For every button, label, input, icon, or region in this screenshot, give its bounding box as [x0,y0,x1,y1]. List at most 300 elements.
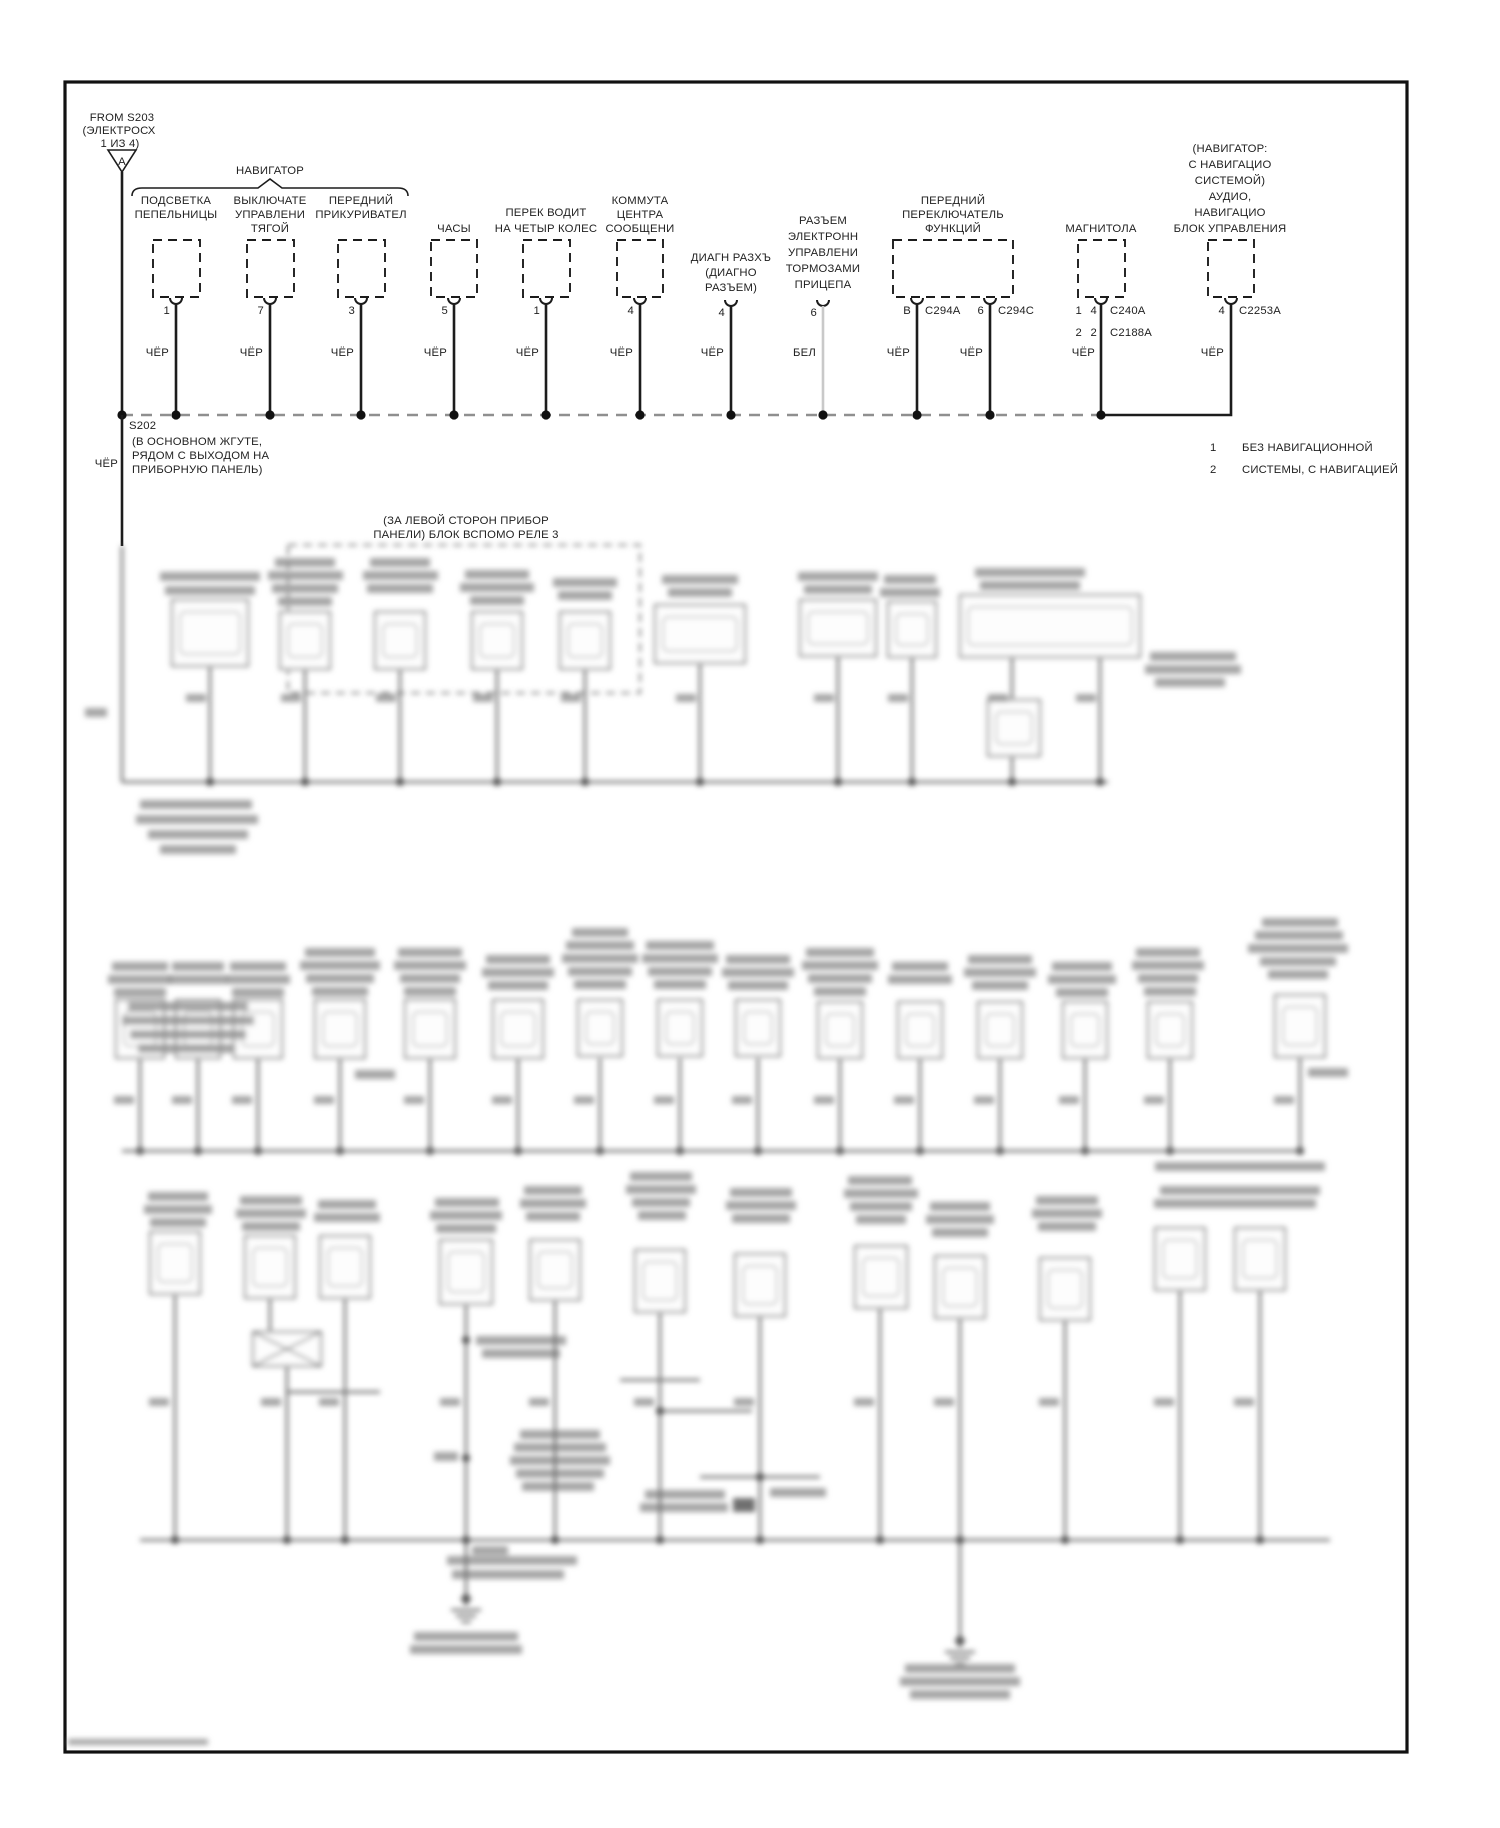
blurred-text-bar [630,1172,692,1181]
blurred-text-bar [1308,1068,1348,1077]
component-audio-nav-control-module [1101,143,1286,415]
blurred-junction-dot [462,1536,470,1544]
component-traction-control-switch [234,195,307,415]
blurred-text-bar [1136,948,1200,957]
component-label: ТЯГОЙ [250,223,290,235]
blurred-text-bar [85,708,107,717]
blurred-text-bar [642,954,718,963]
blurred-text-bar [1036,1196,1098,1205]
component-box [338,240,385,297]
blurred-text-bar [318,1200,376,1209]
blurred-text-bar [160,845,236,854]
blurred-text-bar [1144,1096,1164,1104]
pin-number: 1 [533,305,540,317]
blurred-text-bar [232,988,284,997]
blurred-text-bar [561,694,581,702]
blurred-text-bar [968,955,1032,964]
blurred-text-bar [319,1398,339,1406]
blurred-text-bar [230,962,286,971]
component-radio [1065,223,1152,415]
component-label: НАВИГАЦИО [1194,207,1266,219]
blurred-text-bar [1145,665,1241,674]
blurred-text-bar [140,800,252,809]
legend-text: БЕЗ НАВИГАЦИОННОЙ [1242,442,1373,454]
component-ashtray-light [135,195,218,415]
blurred-text-bar [434,1452,458,1461]
blurred-text-bar [1038,1222,1096,1231]
blurred-text-bar [165,586,255,595]
reference-triangle-letter: A [118,156,126,168]
component-label: КОММУТА [611,195,669,207]
blurred-text-bar [572,928,628,937]
blurred-text-bar [726,1201,796,1210]
blurred-junction-dot [908,778,916,786]
component-label: ПЕРЕДНИЙ [920,195,986,207]
blurred-text-bar [516,1469,604,1478]
blurred-text-bar [232,1096,252,1104]
blurred-text-bar [186,694,206,702]
blurred-text-bar [1154,1199,1246,1208]
blurred-text-bar [226,975,290,984]
blurred-junction-dot [1176,1536,1184,1544]
from-ref-line: 1 ИЗ 4) [100,138,140,150]
blurred-junction-dot [696,778,704,786]
blurred-text-bar [892,962,948,971]
blurred-text-bar [138,1044,234,1053]
blurred-text-bar [844,1189,918,1198]
connector-symbol [911,298,923,304]
blurred-text-bar [728,981,788,990]
component-box [1078,240,1125,297]
wire-color-label: ЧЁР [330,347,354,359]
blurred-text-bar [114,1096,134,1104]
component-label: УПРАВЛЕНИ [787,247,859,259]
legend [1210,441,1398,476]
component-label: ПРИЦЕПА [794,279,852,291]
blurred-text-bar [646,941,714,950]
blurred-text-bar [850,1202,912,1211]
blurred-text-bar [522,1482,594,1491]
blurred-text-bar [814,987,866,996]
blurred-junction-dot [1096,778,1104,786]
blurred-text-bar [148,830,248,839]
component-box [431,240,477,297]
blurred-text-bar [370,558,430,567]
pin-number: 6 [810,307,817,319]
component-label: (НАВИГАТОР: [1192,143,1268,155]
legend-num: 2 [1210,464,1217,476]
blurred-text-bar [460,583,534,592]
component-label: НА ЧЕТЫР КОЛЕС [494,223,598,235]
blurred-text-bar [574,1096,594,1104]
blurred-junction-dot [171,1536,179,1544]
splice-junction-dots [117,410,1105,419]
blurred-text-bar [676,694,696,702]
blurred-text-bar [130,1030,246,1039]
connector-id: C240A [1110,305,1146,317]
blurred-junction-dot [283,1536,291,1544]
blurred-text-bar [854,1398,874,1406]
blurred-text-bar [1150,652,1236,661]
blurred-text-bar [261,1398,281,1406]
blurred-text-bar [404,1096,424,1104]
blurred-text-bar [1138,974,1198,983]
wire-color-label: ЧЁР [239,347,263,359]
blurred-component-box [978,1002,1022,1058]
blurred-text-bar [1268,970,1328,979]
connector-id: C2253A [1239,305,1282,317]
blurred-text-bar [486,955,550,964]
blurred-ground-icon [460,1598,472,1606]
blurred-text-bar [128,1002,248,1011]
blurred-component-box [736,1000,780,1056]
blurred-text-bar [144,1205,212,1214]
blurred-text-bar [355,1070,395,1079]
blurred-text-bar [367,584,433,593]
component-front-function-switch [887,194,1034,415]
blurred-text-bar [312,987,368,996]
component-box [153,240,200,297]
blurred-text-bar [1155,1162,1325,1171]
component-box [893,240,1013,297]
legend-text: СИСТЕМЫ, С НАВИГАЦИЕЙ [1242,464,1399,476]
relay-box-caption-line: (ЗА ЛЕВОЙ СТОРОН ПРИБОР [383,515,549,527]
blurred-text-bar [662,575,738,584]
component-box [523,240,570,297]
blurred-junction-dot [551,1536,559,1544]
blurred-text-bar [894,1096,914,1104]
pin-number: 4 [1090,305,1097,317]
component-label: УПРАВЛЕНИ [234,209,306,221]
component-label: С НАВИГАЦИО [1188,159,1272,171]
blurred-text-bar [275,558,335,567]
blurred-text-bar [1076,694,1096,702]
blurred-text-bar [1246,1199,1316,1208]
blurred-text-bar [932,1228,988,1237]
from-s203-reference [82,112,155,415]
blurred-text-bar [722,968,794,977]
blurred-component-box [1148,1002,1192,1058]
blurred-text-bar [122,1016,254,1025]
blurred-text-bar [435,1198,499,1207]
blurred-junction-dot [656,1407,664,1415]
blurred-text-bar [553,578,617,587]
legend-num: 1 [1210,442,1217,454]
blurred-junction-dot [876,1536,884,1544]
blurred-lower-schematic [68,545,1348,1745]
connector-id: C2188A [1110,327,1153,339]
connector-symbol [1225,298,1237,304]
blurred-component-box [898,1002,942,1058]
blurred-text-bar [558,591,612,600]
blurred-component-box [800,600,876,656]
pin-number: 4 [627,305,634,317]
navigator-bracket [132,179,408,196]
blurred-text-bar [806,948,874,957]
component-box [617,240,663,297]
blurred-text-bar [1255,931,1343,940]
blurred-junction-dot [341,1536,349,1544]
blurred-junction-dot [462,1336,470,1344]
blurred-text-bar [524,1186,582,1195]
wire-color-label: ЧЁР [145,347,169,359]
blurred-text-bar [473,694,493,702]
blurred-text-bar [242,1222,300,1231]
blurred-text-bar [645,1490,725,1499]
pin-number: 2 [1090,327,1097,339]
blurred-text-bar [905,1664,1015,1673]
splice-note-line: РЯДОМ С ВЫХОДОМ НА [132,450,270,462]
blurred-text-bar [112,962,168,971]
blurred-text-bar [726,955,790,964]
component-four-wheel-drive-switch [495,207,598,415]
connector-symbol [725,300,737,306]
blurred-component-box [818,1002,862,1058]
pin-number: 1 [1075,305,1082,317]
component-label: ПЕРЕК ВОДИТ [505,207,587,219]
blurred-text-bar [888,694,908,702]
connector-symbol [540,298,552,304]
pin-number: 3 [348,305,355,317]
blurred-text-bar [988,694,1008,702]
blurred-text-bar [964,968,1036,977]
blurred-text-bar [884,575,936,584]
blurred-component-box [888,602,936,657]
wire-color-label: ЧЁР [1200,347,1224,359]
blurred-text-bar [1155,678,1225,687]
pin-number: B [903,305,911,317]
blurred-text-bar [1052,962,1112,971]
blurred-junction-dot [1256,1536,1264,1544]
blurred-text-bar [482,968,554,977]
blurred-text-bar [305,948,375,957]
blurred-text-bar [172,1096,192,1104]
component-label: МАГНИТОЛА [1065,223,1137,235]
blurred-text-bar [856,1215,906,1224]
component-trailer-brake-connector [786,215,860,415]
blurred-text-bar [1154,1398,1174,1406]
component-label: ПЕРЕДНИЙ [328,195,394,207]
blurred-junction-dot [462,1454,470,1462]
blurred-text-bar [566,941,634,950]
blurred-text-bar [520,1430,600,1439]
pin-number: 4 [718,307,725,319]
blurred-text-bar [980,581,1080,590]
blurred-text-bar [562,954,638,963]
blurred-text-bar [638,1211,686,1220]
blurred-text-bar [68,1739,208,1745]
blurred-text-bar [574,980,626,989]
component-label: ЭЛЕКТРОНН [787,231,859,243]
blurred-text-bar [376,694,396,702]
component-label: ВЫКЛЮЧАТЕ [233,195,307,207]
blurred-text-bar [848,1176,912,1185]
blurred-text-bar [160,572,260,581]
blurred-text-bar [1234,1398,1254,1406]
blurred-text-bar [172,962,224,971]
blurred-text-bar [470,596,524,605]
connector-symbol [817,300,829,306]
component-label: ЦЕНТРА [616,209,664,221]
blurred-text-bar [476,1336,566,1345]
blurred-text-bar [814,1096,834,1104]
blurred-text-bar [363,571,438,580]
connector-symbol [448,298,460,304]
wire-color-label: ЧЁР [959,347,983,359]
blurred-text-bar [114,988,166,997]
blurred-text-bar [632,1198,690,1207]
splice-id: S202 [129,420,157,432]
blurred-text-bar [278,597,332,606]
component-clock [424,223,477,415]
wire-color-label: ЧЁР [515,347,539,359]
blurred-text-bar [150,1218,206,1227]
blurred-component-box [655,605,745,663]
blurred-text-bar [1240,1186,1320,1195]
navigator-group-label: НАВИГАТОР [236,165,304,177]
blurred-text-bar [814,694,834,702]
relay-box-caption [373,514,558,541]
component-box [1208,240,1254,297]
blurred-text-bar [492,1096,512,1104]
blurred-text-bar [465,570,529,579]
from-ref-line: FROM S203 [89,112,155,124]
blurred-junction-dot [206,778,214,786]
component-label: ТОРМОЗАМИ [785,263,861,275]
blurred-text-bar [300,961,380,970]
blurred-junction-dot [956,1536,964,1544]
blurred-text-bar [482,1349,560,1358]
component-box [247,240,294,297]
blurred-text-bar [236,1209,306,1218]
blurred-text-bar [1132,961,1204,970]
blurred-text-bar [1039,1398,1059,1406]
blurred-text-bar [529,1398,549,1406]
blurred-text-bar [1032,1209,1102,1218]
blurred-text-bar [640,1503,728,1512]
wire-color-label: ЧЁР [609,347,633,359]
wire-color-label: ЧЁР [423,347,447,359]
blurred-text-bar [972,981,1028,990]
wire-color-label: ЧЁР [1071,347,1095,359]
blurred-text-bar [1248,944,1348,953]
blurred-text-bar [734,1398,754,1406]
blurred-text-bar [654,980,706,989]
blurred-text-bar [240,1196,302,1205]
blurred-component-box [578,1000,622,1056]
component-label: БЛОК УПРАВЛЕНИЯ [1173,223,1287,235]
blurred-text-bar [1274,1096,1294,1104]
blurred-text-bar [732,1214,790,1223]
pin-number: 2 [1075,327,1082,339]
blurred-junction-dot [581,778,589,786]
blurred-text-bar [634,1398,654,1406]
connector-symbol [355,298,367,304]
blurred-junction-dot [1008,778,1016,786]
splice-note-line: (В ОСНОВНОМ ЖГУТЕ, [132,436,263,448]
blurred-component-box [960,595,1140,657]
blurred-text-bar [1160,1186,1240,1195]
blurred-junction-dot [756,1473,764,1481]
blurred-text-bar [414,1632,518,1641]
blurred-junction-dot [656,1536,664,1544]
blurred-text-bar [472,1546,508,1555]
blurred-text-bar [281,694,301,702]
blurred-text-bar [520,1199,586,1208]
blurred-text-bar [732,1096,752,1104]
navigator-group [132,165,408,196]
blurred-text-bar [430,1211,502,1220]
wire-bend [1101,304,1231,415]
pin-number: 4 [1218,305,1225,317]
blurred-text-bar [730,1188,792,1197]
blurred-text-bar [1059,1096,1079,1104]
component-label: АУДИО, [1208,191,1252,203]
blurred-text-bar [398,948,462,957]
blurred-text-bar [394,961,466,970]
component-label: СООБЩЕНИ [605,223,675,235]
component-message-center-switch [606,195,675,415]
blurred-text-bar [1048,975,1116,984]
component-front-cigar-lighter [315,194,406,415]
blurred-text-bar [168,975,228,984]
connector-symbol [1095,298,1107,304]
blurred-text-bar [136,815,258,824]
blurred-text-bar [668,588,732,597]
blurred-text-bar [910,1690,1010,1699]
blurred-text-bar [440,1398,460,1406]
relay-box-caption-line: ПАНЕЛИ) БЛОК ВСПОМО РЕЛЕ 3 [373,529,559,541]
component-label: ДИАГН РАЗХЪ [690,252,772,264]
blurred-ground-icon [954,1640,966,1648]
pin-number: 1 [163,305,170,317]
blurred-text-bar [930,1202,990,1211]
splice-bus-s202 [95,410,1106,546]
blurred-junction-dot [396,778,404,786]
component-label: ПЕПЕЛЬНИЦЫ [134,209,218,221]
blurred-text-bar [108,975,172,984]
component-label: (ДИАГНО [705,267,757,279]
blurred-text-bar [654,1096,674,1104]
blurred-text-bar [1260,957,1336,966]
blurred-text-bar [1144,987,1196,996]
component-diagnostic-connector [691,252,771,415]
blurred-component-box [172,600,248,666]
connector-id: C294C [998,305,1035,317]
blurred-text-bar [436,1224,496,1233]
connector-symbol [634,298,646,304]
pin-number: 7 [257,305,264,317]
from-ref-line: (ЭЛЕКТРОСХ [82,125,156,137]
blurred-text-bar [802,961,878,970]
blurred-component-box [658,1000,702,1056]
pin-number: 6 [977,305,984,317]
blurred-text-bar [314,1213,380,1222]
blurred-text-bar [400,974,460,983]
component-label: ПОДСВЕТКА [140,195,212,207]
component-label: ПЕРЕКЛЮЧАТЕЛЬ [902,209,1004,221]
connector-symbol [984,298,996,304]
wire-color-label: ЧЁР [700,347,724,359]
blurred-junction-dot [1061,1536,1069,1544]
wire-color-label: ЧЁР [94,458,118,470]
blurred-junction-dot [756,1536,764,1544]
connector-symbol [170,298,182,304]
component-label: РАЗЪЕМ [798,215,848,227]
component-label: ФУНКЦИЙ [925,223,981,235]
blurred-text-bar [934,1398,954,1406]
blurred-text-bar [314,1096,334,1104]
